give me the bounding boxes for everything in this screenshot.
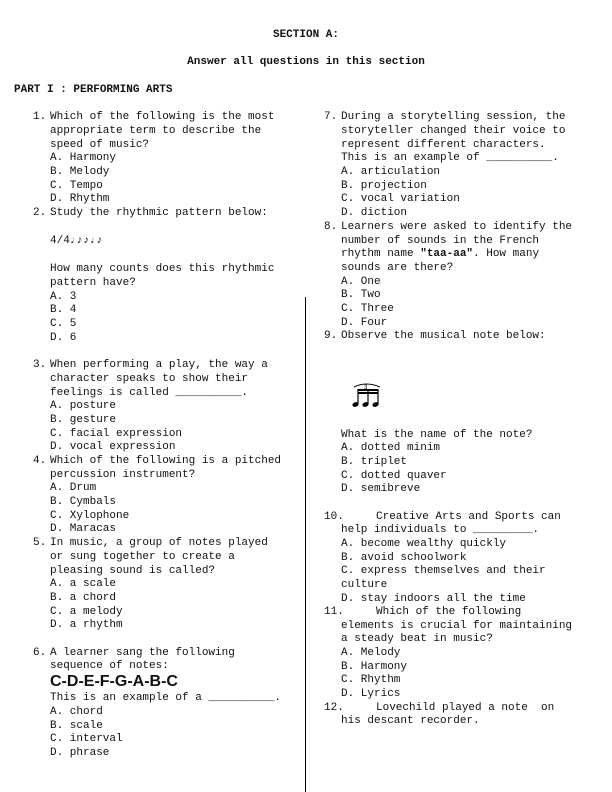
q3-option-b: B. gesture xyxy=(50,414,117,426)
q2-option-c: C. 5 xyxy=(50,318,77,330)
q8-option-a: A. One xyxy=(341,276,381,288)
q6-line-1: A learner sang the following xyxy=(50,647,235,659)
q2-option-d: D. 6 xyxy=(50,332,77,344)
q10-number: 10. xyxy=(324,511,344,523)
q7-line-3: represent different characters. xyxy=(341,139,546,151)
q6-note-sequence: C-D-E-F-G-A-B-C xyxy=(50,673,178,690)
q5-line-3: pleasing sound is called? xyxy=(50,565,216,577)
q7-number: 7. xyxy=(324,111,338,123)
q1-option-d: D. Rhythm xyxy=(50,193,110,205)
q2-line-2: pattern have? xyxy=(50,277,136,289)
q1-line-1: Which of the following is the most xyxy=(50,111,275,123)
q7-line-2: storyteller changed their voice to xyxy=(341,125,566,137)
q2-number: 2. xyxy=(33,207,47,219)
q8-line-3-post: . How many xyxy=(473,248,540,260)
q9-option-d: D. semibreve xyxy=(341,483,421,495)
q9-stem: Observe the musical note below: xyxy=(341,330,546,342)
q3-line-3: feelings is called __________. xyxy=(50,387,249,399)
q5-option-d: D. a rhythm xyxy=(50,619,123,631)
q10-line-1: Creative Arts and Sports can xyxy=(376,511,561,523)
q6-after: This is an example of a __________. xyxy=(50,692,282,704)
q9-option-b: B. triplet xyxy=(341,456,408,468)
q3-option-c: C. facial expression xyxy=(50,428,183,440)
part-heading: PART I : PERFORMING ARTS xyxy=(14,84,173,96)
q8-line-1: Learners were asked to identify the xyxy=(341,221,573,233)
q11-line-2: elements is crucial for maintaining xyxy=(341,620,573,632)
q6-number: 6. xyxy=(33,647,47,659)
q4-line-1: Which of the following is a pitched xyxy=(50,455,282,467)
q1-option-b: B. Melody xyxy=(50,166,110,178)
q2-line-1: How many counts does this rhythmic xyxy=(50,263,275,275)
q5-option-a: A. a scale xyxy=(50,578,117,590)
q11-option-c: C. Rhythm xyxy=(341,674,401,686)
q8-rhythm-name: "taa-aa" xyxy=(420,248,474,260)
q8-line-2: number of sounds in the French xyxy=(341,235,540,247)
q5-line-1: In music, a group of notes played xyxy=(50,537,268,549)
q5-option-c: C. a melody xyxy=(50,606,123,618)
q3-option-d: D. vocal expression xyxy=(50,441,176,453)
q12-line-2: his descant recorder. xyxy=(341,715,480,727)
q7-option-d: D. diction xyxy=(341,207,408,219)
q6-option-a: A. chord xyxy=(50,706,103,718)
q1-number: 1. xyxy=(33,111,47,123)
triplet-note-icon xyxy=(350,382,386,410)
q8-option-c: C. Three xyxy=(341,303,394,315)
q11-line-3: a steady beat in music? xyxy=(341,633,493,645)
section-title: SECTION A: xyxy=(272,29,339,41)
q7-line-1: During a storytelling session, the xyxy=(341,111,566,123)
q5-number: 5. xyxy=(33,537,47,549)
q9-question: What is the name of the note? xyxy=(341,429,533,441)
q9-option-c: C. dotted quaver xyxy=(341,470,447,482)
q4-option-c: C. Xylophone xyxy=(50,510,130,522)
q6-line-2: sequence of notes: xyxy=(50,660,169,672)
q6-option-b: B. scale xyxy=(50,720,103,732)
q5-option-b: B. a chord xyxy=(50,592,117,604)
q4-option-a: A. Drum xyxy=(50,482,97,494)
q6-option-c: C. interval xyxy=(50,733,123,745)
q9-number: 9. xyxy=(324,330,338,342)
q7-line-4: This is an example of __________. xyxy=(341,152,559,164)
q5-line-2: or sung together to create a xyxy=(50,551,235,563)
q11-number: 11. xyxy=(324,606,344,618)
q12-number: 12. xyxy=(324,702,344,714)
q2-option-b: B. 4 xyxy=(50,304,77,316)
q10-option-a: A. become wealthy quickly xyxy=(341,538,507,550)
q2-rhythm-pattern: 4/4♩♪♪♩♪ xyxy=(50,235,103,247)
q8-line-3-pre: rhythm name xyxy=(341,248,421,260)
q9-option-a: A. dotted minim xyxy=(341,442,441,454)
q2-stem: Study the rhythmic pattern below: xyxy=(50,207,268,219)
section-instruction: Answer all questions in this section xyxy=(187,56,425,68)
q8-line-4: sounds are there? xyxy=(341,262,454,274)
q1-line-2: appropriate term to describe the xyxy=(50,125,262,137)
q3-option-a: A. posture xyxy=(50,400,117,412)
q7-option-b: B. projection xyxy=(341,180,427,192)
q8-option-b: B. Two xyxy=(341,289,381,301)
q11-option-d: D. Lyrics xyxy=(341,688,401,700)
q7-option-a: A. articulation xyxy=(341,166,441,178)
q3-line-1: When performing a play, the way a xyxy=(50,359,268,371)
q6-option-d: D. phrase xyxy=(50,747,110,759)
q10-option-c-cont: culture xyxy=(341,579,388,591)
q1-option-a: A. Harmony xyxy=(50,152,117,164)
q10-option-c: C. express themselves and their xyxy=(341,565,546,577)
q8-number: 8. xyxy=(324,221,338,233)
q4-option-b: B. Cymbals xyxy=(50,496,117,508)
q4-line-2: percussion instrument? xyxy=(50,469,196,481)
q7-option-c: C. vocal variation xyxy=(341,193,460,205)
q10-line-2: help individuals to _________. xyxy=(341,524,540,536)
svg-text:3: 3 xyxy=(364,385,368,391)
q8-line-3 xyxy=(341,248,539,262)
q10-option-d: D. stay indoors all the time xyxy=(341,593,526,605)
q1-line-3: speed of music? xyxy=(50,139,150,151)
q3-number: 3. xyxy=(33,359,47,371)
q11-option-a: A. Melody xyxy=(341,647,401,659)
q1-option-c: C. Tempo xyxy=(50,180,103,192)
q4-option-d: D. Maracas xyxy=(50,523,117,535)
q2-option-a: A. 3 xyxy=(50,291,77,303)
q10-option-b: B. avoid schoolwork xyxy=(341,552,467,564)
q11-line-1: Which of the following xyxy=(376,606,522,618)
q12-line-1: Lovechild played a note on xyxy=(376,702,555,714)
q3-line-2: character speaks to show their xyxy=(50,373,249,385)
column-divider xyxy=(305,297,306,792)
q4-number: 4. xyxy=(33,455,47,467)
q11-option-b: B. Harmony xyxy=(341,661,408,673)
q8-option-d: D. Four xyxy=(341,317,388,329)
